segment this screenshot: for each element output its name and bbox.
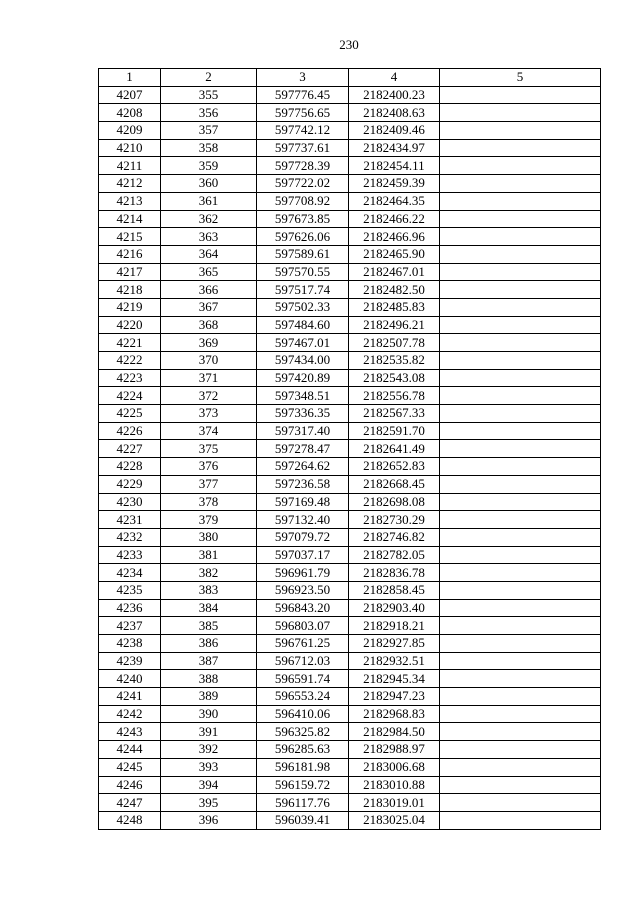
table-cell-col-4: 2182641.49 (349, 440, 440, 458)
table-cell-col-4: 2182932.51 (349, 652, 440, 670)
table-cell-col-4: 2182507.78 (349, 334, 440, 352)
table-cell-col-3: 597348.51 (257, 387, 349, 405)
table-cell-col-1: 4217 (99, 263, 161, 281)
table-cell-col-1: 4226 (99, 422, 161, 440)
table-row (99, 635, 601, 653)
table-row (99, 387, 601, 405)
table-cell-col-3: 596410.06 (257, 705, 349, 723)
table-cell-col-2: 363 (161, 228, 257, 246)
table-cell-col-5 (440, 723, 601, 741)
table-cell-col-4: 2182543.08 (349, 369, 440, 387)
table-cell-col-5 (440, 281, 601, 299)
table-cell-col-2: 369 (161, 334, 257, 352)
table-row (99, 670, 601, 688)
table-cell-col-4: 2182591.70 (349, 422, 440, 440)
table-cell-col-1: 4233 (99, 546, 161, 564)
table-cell-col-2: 371 (161, 369, 257, 387)
table-row (99, 298, 601, 316)
table-cell-col-3: 597502.33 (257, 298, 349, 316)
table-cell-col-3: 596181.98 (257, 758, 349, 776)
table-cell-col-1: 4208 (99, 104, 161, 122)
table-cell-col-4: 2182927.85 (349, 635, 440, 653)
table-cell-col-4: 2182482.50 (349, 281, 440, 299)
table-cell-col-4: 2182668.45 (349, 475, 440, 493)
table-cell-col-5 (440, 528, 601, 546)
table-cell-col-5 (440, 387, 601, 405)
table-cell-col-5 (440, 581, 601, 599)
table-cell-col-2: 395 (161, 794, 257, 812)
table-cell-col-1: 4223 (99, 369, 161, 387)
table-cell-col-1: 4236 (99, 599, 161, 617)
table-row (99, 86, 601, 104)
table-cell-col-2: 394 (161, 776, 257, 794)
table-cell-col-5 (440, 776, 601, 794)
table-cell-col-3: 596285.63 (257, 741, 349, 759)
table-cell-col-4: 2182746.82 (349, 528, 440, 546)
table-cell-col-1: 4239 (99, 652, 161, 670)
table-cell-col-3: 597264.62 (257, 458, 349, 476)
table-cell-col-2: 372 (161, 387, 257, 405)
table-cell-col-5 (440, 652, 601, 670)
table-cell-col-4: 2182465.90 (349, 245, 440, 263)
table-cell-col-5 (440, 493, 601, 511)
table-cell-col-1: 4214 (99, 210, 161, 228)
table-row (99, 475, 601, 493)
table-cell-col-5 (440, 599, 601, 617)
table-cell-col-3: 596712.03 (257, 652, 349, 670)
table-body (99, 86, 601, 829)
table-row (99, 581, 601, 599)
table-cell-col-3: 597236.58 (257, 475, 349, 493)
table-cell-col-5 (440, 405, 601, 423)
column-header-2: 2 (161, 69, 257, 87)
table-cell-col-4: 2183010.88 (349, 776, 440, 794)
table-cell-col-2: 370 (161, 352, 257, 370)
table-cell-col-3: 597420.89 (257, 369, 349, 387)
table-cell-col-4: 2183025.04 (349, 811, 440, 829)
table-cell-col-3: 597336.35 (257, 405, 349, 423)
table-cell-col-4: 2182858.45 (349, 581, 440, 599)
table-cell-col-5 (440, 228, 601, 246)
table-cell-col-5 (440, 475, 601, 493)
table-cell-col-1: 4228 (99, 458, 161, 476)
table-cell-col-3: 597728.39 (257, 157, 349, 175)
table-row (99, 175, 601, 193)
table-cell-col-3: 597589.61 (257, 245, 349, 263)
table-cell-col-4: 2182947.23 (349, 688, 440, 706)
table-cell-col-5 (440, 334, 601, 352)
table-cell-col-5 (440, 316, 601, 334)
table-cell-col-2: 393 (161, 758, 257, 776)
table-cell-col-2: 392 (161, 741, 257, 759)
table-row (99, 316, 601, 334)
table-cell-col-5 (440, 635, 601, 653)
table-row (99, 281, 601, 299)
table-cell-col-4: 2182945.34 (349, 670, 440, 688)
table-cell-col-1: 4240 (99, 670, 161, 688)
table-row (99, 528, 601, 546)
table-cell-col-3: 596923.50 (257, 581, 349, 599)
table-cell-col-2: 386 (161, 635, 257, 653)
table-cell-col-1: 4229 (99, 475, 161, 493)
table-cell-col-2: 396 (161, 811, 257, 829)
table-cell-col-2: 390 (161, 705, 257, 723)
table-cell-col-3: 596325.82 (257, 723, 349, 741)
table-cell-col-1: 4243 (99, 723, 161, 741)
table-cell-col-2: 358 (161, 139, 257, 157)
table-cell-col-1: 4237 (99, 617, 161, 635)
table-cell-col-2: 355 (161, 86, 257, 104)
table-cell-col-1: 4222 (99, 352, 161, 370)
table-cell-col-4: 2182918.21 (349, 617, 440, 635)
table-cell-col-1: 4215 (99, 228, 161, 246)
table-cell-col-2: 357 (161, 122, 257, 140)
table-cell-col-3: 596761.25 (257, 635, 349, 653)
table-cell-col-3: 597737.61 (257, 139, 349, 157)
table-cell-col-3: 596159.72 (257, 776, 349, 794)
table-cell-col-3: 597278.47 (257, 440, 349, 458)
table-cell-col-3: 597132.40 (257, 511, 349, 529)
table-cell-col-2: 359 (161, 157, 257, 175)
column-header-1: 1 (99, 69, 161, 87)
table-row (99, 263, 601, 281)
table-cell-col-1: 4225 (99, 405, 161, 423)
table-cell-col-4: 2182556.78 (349, 387, 440, 405)
table-cell-col-4: 2182730.29 (349, 511, 440, 529)
table-cell-col-4: 2182535.82 (349, 352, 440, 370)
table-row (99, 369, 601, 387)
table-row (99, 599, 601, 617)
table-row (99, 192, 601, 210)
table-cell-col-1: 4238 (99, 635, 161, 653)
table-cell-col-4: 2182485.83 (349, 298, 440, 316)
table-cell-col-5 (440, 670, 601, 688)
table-cell-col-2: 366 (161, 281, 257, 299)
table-cell-col-3: 596843.20 (257, 599, 349, 617)
table-cell-col-4: 2182467.01 (349, 263, 440, 281)
table-cell-col-2: 388 (161, 670, 257, 688)
table-cell-col-1: 4227 (99, 440, 161, 458)
column-header-3: 3 (257, 69, 349, 87)
table-cell-col-3: 597434.00 (257, 352, 349, 370)
coordinates-table (98, 68, 601, 830)
column-header-5: 5 (440, 69, 601, 87)
table-header-row (99, 69, 601, 87)
table-cell-col-4: 2182968.83 (349, 705, 440, 723)
table-cell-col-1: 4224 (99, 387, 161, 405)
table-row (99, 758, 601, 776)
table-cell-col-5 (440, 741, 601, 759)
table-cell-col-1: 4211 (99, 157, 161, 175)
table-cell-col-1: 4234 (99, 564, 161, 582)
table-cell-col-4: 2182466.22 (349, 210, 440, 228)
table-row (99, 139, 601, 157)
table-cell-col-4: 2182698.08 (349, 493, 440, 511)
table-cell-col-4: 2183019.01 (349, 794, 440, 812)
page-number: 230 (339, 37, 359, 52)
table-cell-col-1: 4231 (99, 511, 161, 529)
table-cell-col-1: 4232 (99, 528, 161, 546)
table-cell-col-1: 4247 (99, 794, 161, 812)
table-cell-col-2: 374 (161, 422, 257, 440)
table-cell-col-2: 382 (161, 564, 257, 582)
table-row (99, 458, 601, 476)
table-cell-col-5 (440, 705, 601, 723)
table-cell-col-2: 376 (161, 458, 257, 476)
table-cell-col-3: 597708.92 (257, 192, 349, 210)
column-header-4: 4 (349, 69, 440, 87)
table-cell-col-1: 4242 (99, 705, 161, 723)
table-cell-col-2: 364 (161, 245, 257, 263)
table-row (99, 723, 601, 741)
table-cell-col-2: 368 (161, 316, 257, 334)
table-cell-col-3: 597626.06 (257, 228, 349, 246)
table-cell-col-2: 385 (161, 617, 257, 635)
table-cell-col-4: 2182408.63 (349, 104, 440, 122)
table-row (99, 245, 601, 263)
table-cell-col-1: 4221 (99, 334, 161, 352)
table-cell-col-2: 384 (161, 599, 257, 617)
table-row (99, 811, 601, 829)
table-row (99, 652, 601, 670)
table-cell-col-1: 4230 (99, 493, 161, 511)
table-cell-col-5 (440, 422, 601, 440)
table-cell-col-4: 2182567.33 (349, 405, 440, 423)
table-cell-col-3: 597776.45 (257, 86, 349, 104)
table-cell-col-1: 4244 (99, 741, 161, 759)
table-cell-col-5 (440, 811, 601, 829)
table-row (99, 122, 601, 140)
table-cell-col-4: 2182434.97 (349, 139, 440, 157)
table-cell-col-3: 597570.55 (257, 263, 349, 281)
table-cell-col-5 (440, 157, 601, 175)
table-cell-col-3: 597756.65 (257, 104, 349, 122)
table-row (99, 776, 601, 794)
table-cell-col-4: 2182496.21 (349, 316, 440, 334)
table-row (99, 157, 601, 175)
table-cell-col-3: 597742.12 (257, 122, 349, 140)
table-cell-col-5 (440, 139, 601, 157)
table-cell-col-1: 4220 (99, 316, 161, 334)
table-cell-col-5 (440, 298, 601, 316)
table-row (99, 334, 601, 352)
table-cell-col-3: 597517.74 (257, 281, 349, 299)
table-cell-col-1: 4219 (99, 298, 161, 316)
table-cell-col-1: 4248 (99, 811, 161, 829)
table-cell-col-5 (440, 263, 601, 281)
table-cell-col-5 (440, 104, 601, 122)
table-cell-col-4: 2182464.35 (349, 192, 440, 210)
table-cell-col-2: 378 (161, 493, 257, 511)
table-cell-col-3: 597169.48 (257, 493, 349, 511)
table-row (99, 104, 601, 122)
table-row (99, 617, 601, 635)
table-cell-col-4: 2182903.40 (349, 599, 440, 617)
table-cell-col-5 (440, 688, 601, 706)
table-cell-col-5 (440, 546, 601, 564)
table-row (99, 564, 601, 582)
table-cell-col-1: 4207 (99, 86, 161, 104)
table-cell-col-4: 2182454.11 (349, 157, 440, 175)
table-cell-col-3: 597673.85 (257, 210, 349, 228)
table-cell-col-5 (440, 86, 601, 104)
table-cell-col-1: 4210 (99, 139, 161, 157)
table-cell-col-3: 596803.07 (257, 617, 349, 635)
table-cell-col-4: 2182459.39 (349, 175, 440, 193)
table-cell-col-1: 4245 (99, 758, 161, 776)
table-cell-col-5 (440, 458, 601, 476)
table-cell-col-2: 367 (161, 298, 257, 316)
table-row (99, 352, 601, 370)
table-cell-col-1: 4212 (99, 175, 161, 193)
table-row (99, 794, 601, 812)
table-cell-col-4: 2182652.83 (349, 458, 440, 476)
table-row (99, 422, 601, 440)
table-row (99, 493, 601, 511)
table-cell-col-4: 2182400.23 (349, 86, 440, 104)
table-cell-col-3: 597722.02 (257, 175, 349, 193)
table-cell-col-5 (440, 245, 601, 263)
table-cell-col-2: 375 (161, 440, 257, 458)
table-row (99, 741, 601, 759)
table-cell-col-5 (440, 440, 601, 458)
table-row (99, 546, 601, 564)
table-cell-col-1: 4235 (99, 581, 161, 599)
table-cell-col-1: 4218 (99, 281, 161, 299)
table-cell-col-3: 596039.41 (257, 811, 349, 829)
table-cell-col-5 (440, 511, 601, 529)
table-row (99, 705, 601, 723)
table-cell-col-2: 387 (161, 652, 257, 670)
table-cell-col-5 (440, 617, 601, 635)
table-row (99, 511, 601, 529)
table-cell-col-2: 383 (161, 581, 257, 599)
table-cell-col-5 (440, 210, 601, 228)
table-cell-col-2: 389 (161, 688, 257, 706)
table-cell-col-2: 360 (161, 175, 257, 193)
table-cell-col-1: 4241 (99, 688, 161, 706)
table-cell-col-2: 380 (161, 528, 257, 546)
table-cell-col-4: 2182988.97 (349, 741, 440, 759)
table-row (99, 405, 601, 423)
table-cell-col-2: 373 (161, 405, 257, 423)
table-cell-col-5 (440, 122, 601, 140)
table-cell-col-3: 597484.60 (257, 316, 349, 334)
table-row (99, 228, 601, 246)
table-cell-col-3: 596961.79 (257, 564, 349, 582)
table-cell-col-3: 597079.72 (257, 528, 349, 546)
table-cell-col-2: 379 (161, 511, 257, 529)
table-cell-col-2: 381 (161, 546, 257, 564)
table-row (99, 688, 601, 706)
table-cell-col-1: 4246 (99, 776, 161, 794)
table-cell-col-5 (440, 369, 601, 387)
table-cell-col-1: 4209 (99, 122, 161, 140)
table-cell-col-3: 597467.01 (257, 334, 349, 352)
table-cell-col-2: 377 (161, 475, 257, 493)
table-row (99, 440, 601, 458)
table-cell-col-1: 4213 (99, 192, 161, 210)
table-cell-col-4: 2182409.46 (349, 122, 440, 140)
table-cell-col-5 (440, 352, 601, 370)
table-cell-col-3: 596553.24 (257, 688, 349, 706)
table-cell-col-2: 356 (161, 104, 257, 122)
table-cell-col-3: 596117.76 (257, 794, 349, 812)
table-cell-col-5 (440, 175, 601, 193)
table-cell-col-2: 391 (161, 723, 257, 741)
table-row (99, 210, 601, 228)
table-cell-col-5 (440, 192, 601, 210)
table-cell-col-1: 4216 (99, 245, 161, 263)
table-cell-col-2: 361 (161, 192, 257, 210)
table-cell-col-4: 2182782.05 (349, 546, 440, 564)
table-cell-col-4: 2183006.68 (349, 758, 440, 776)
table-cell-col-5 (440, 794, 601, 812)
table-cell-col-4: 2182466.96 (349, 228, 440, 246)
table-cell-col-3: 596591.74 (257, 670, 349, 688)
table-cell-col-4: 2182984.50 (349, 723, 440, 741)
table-cell-col-5 (440, 758, 601, 776)
table-cell-col-3: 597037.17 (257, 546, 349, 564)
table-cell-col-3: 597317.40 (257, 422, 349, 440)
table-cell-col-4: 2182836.78 (349, 564, 440, 582)
table-cell-col-2: 362 (161, 210, 257, 228)
table-cell-col-2: 365 (161, 263, 257, 281)
table-cell-col-5 (440, 564, 601, 582)
